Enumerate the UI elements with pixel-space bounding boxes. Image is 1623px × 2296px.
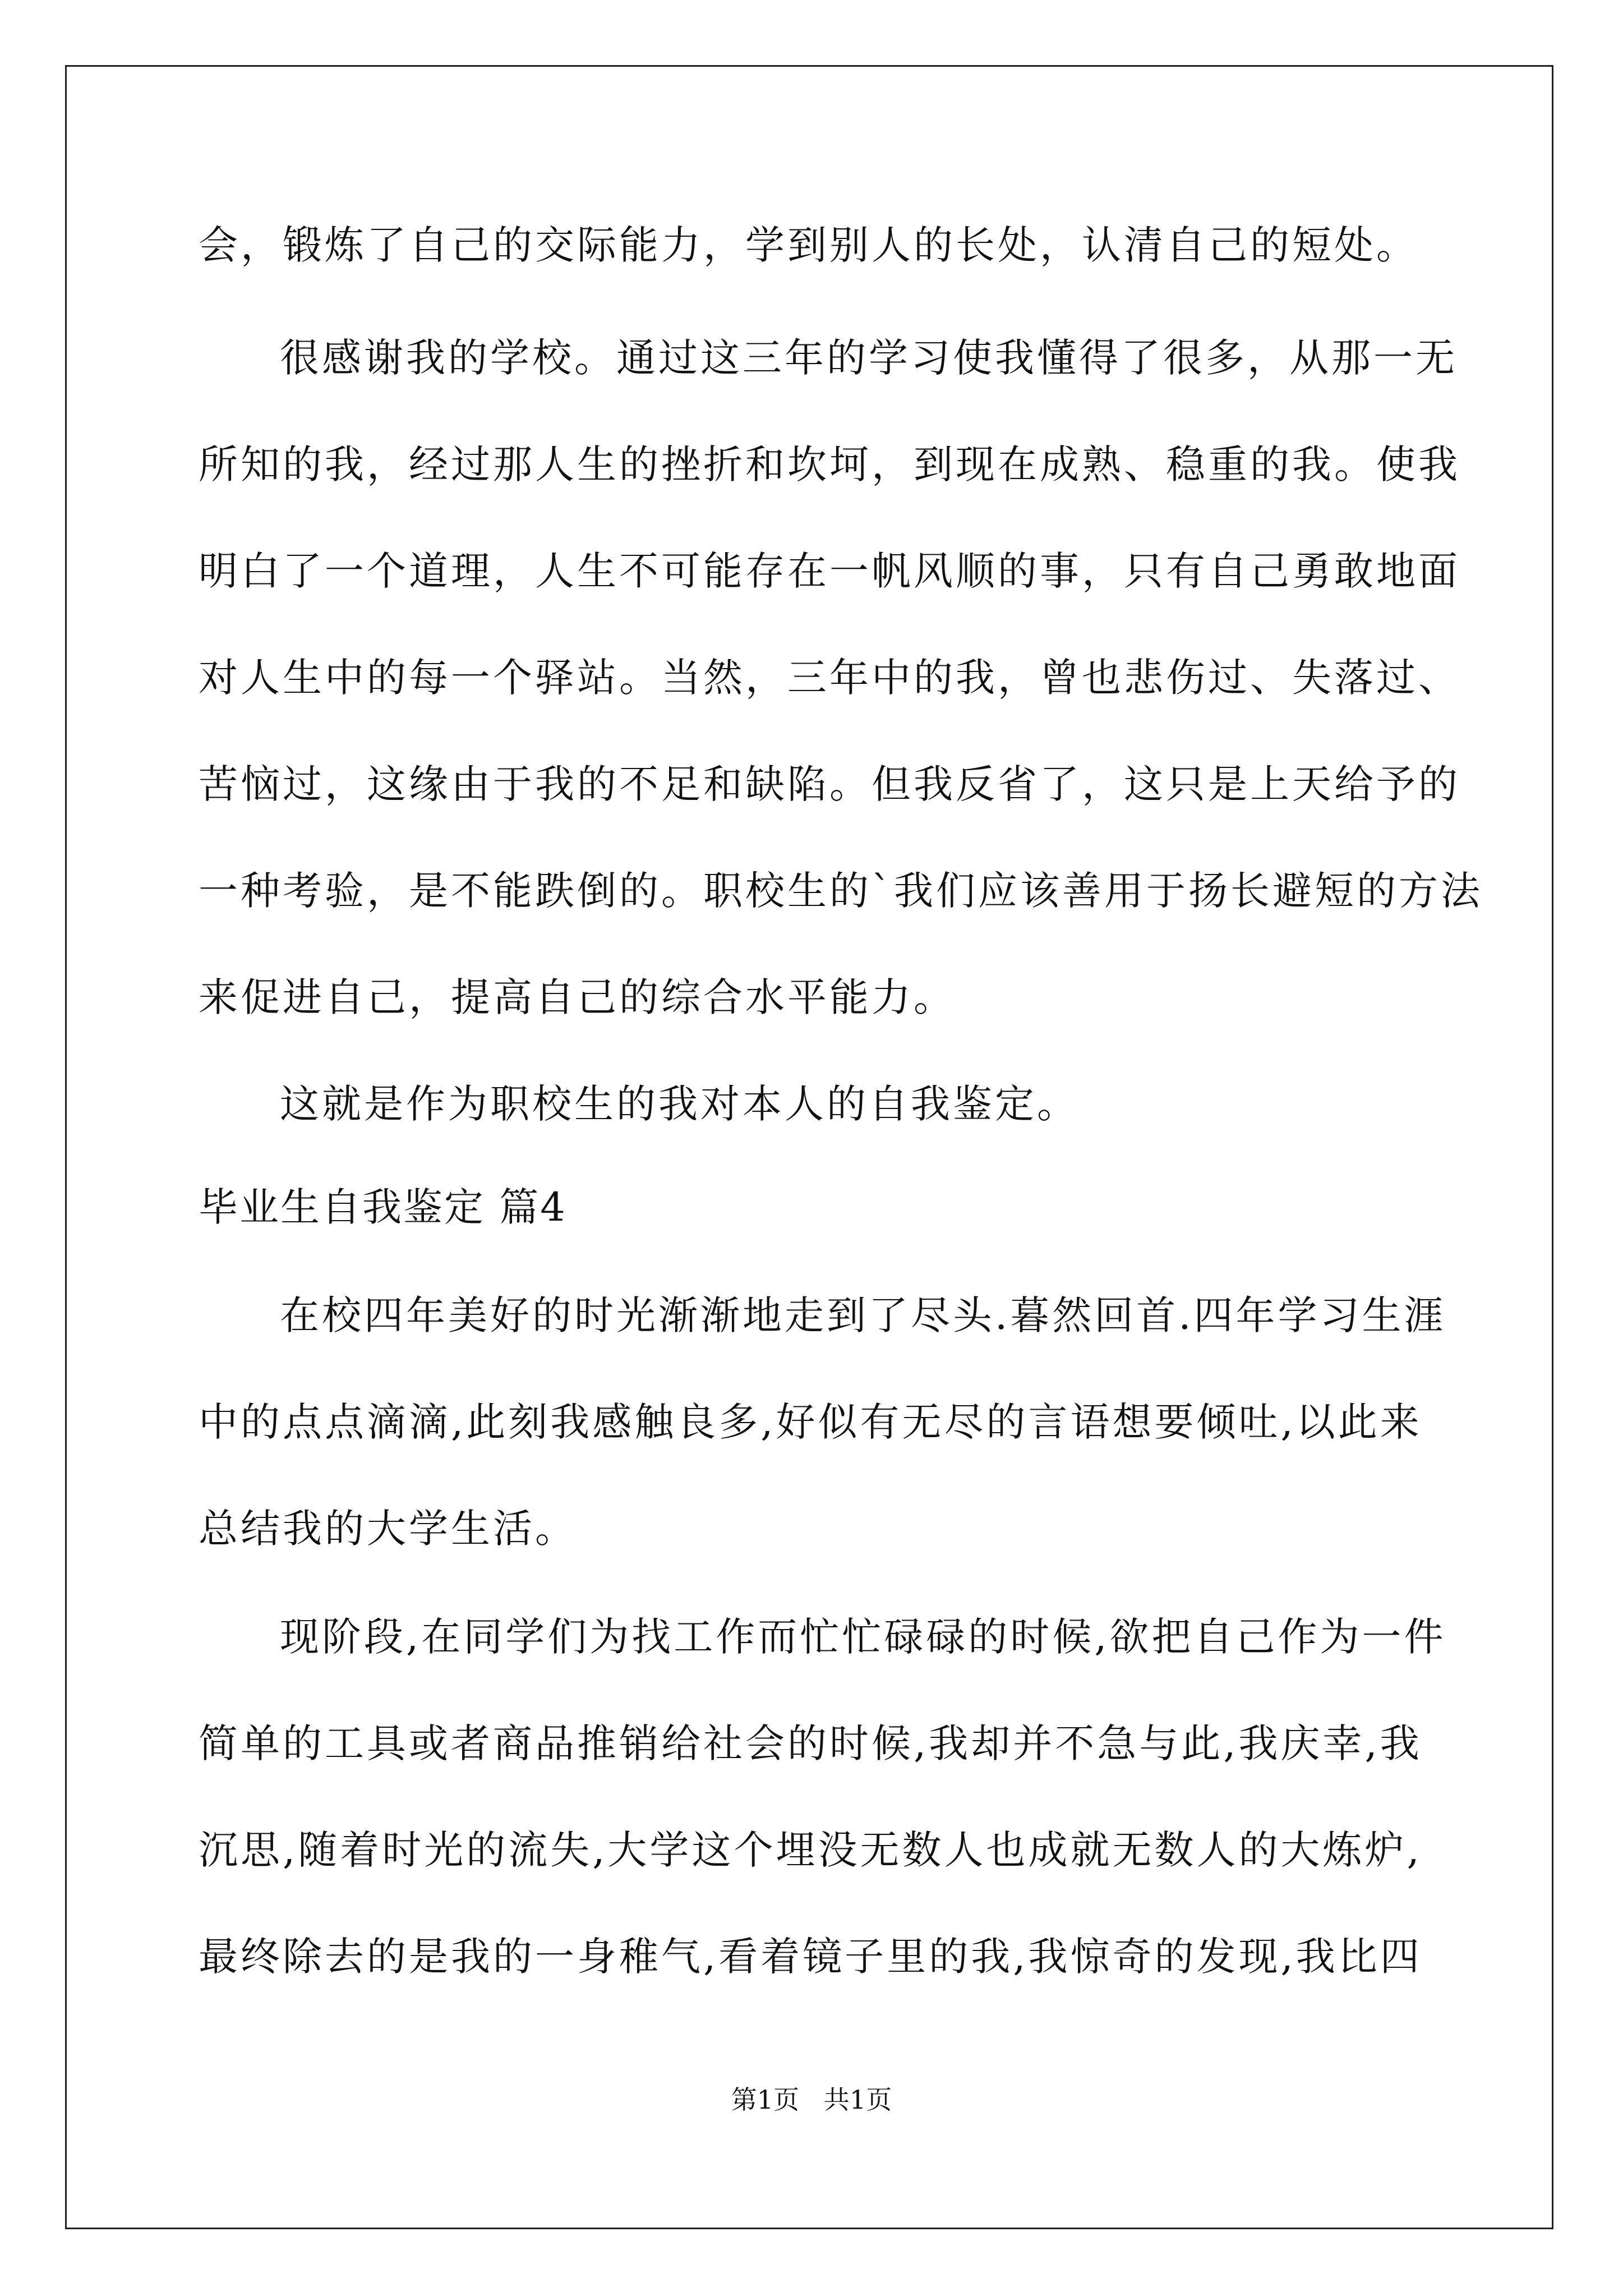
- text-line: 会，锻炼了自己的交际能力，学到别人的长处，认清自己的短处。: [199, 222, 1418, 268]
- text-line: 明白了一个道理，人生不可能存在一帆风顺的事，只有自己勇敢地面: [199, 548, 1460, 594]
- text-line: 很感谢我的学校。通过这三年的学习使我懂得了很多，从那一无: [280, 335, 1458, 381]
- text-line: 简单的工具或者商品推销给社会的时候,我却并不急与此,我庆幸,我: [199, 1720, 1422, 1766]
- text-line: 苦恼过，这缘由于我的不足和缺陷。但我反省了，这只是上天给予的: [199, 761, 1460, 807]
- text-line: 现阶段,在同学们为找工作而忙忙碌碌的时候,欲把自己作为一件: [280, 1614, 1446, 1660]
- text-line: 中的点点滴滴,此刻我感触良多,好似有无尽的言语想要倾吐,以此来: [199, 1399, 1422, 1445]
- text-line: 一种考验，是不能跌倒的。职校生的`我们应该善用于扬长避短的方法: [199, 868, 1483, 914]
- text-line: 总结我的大学生活。: [199, 1506, 577, 1552]
- text-line: 所知的我，经过那人生的挫折和坎坷，到现在成熟、稳重的我。使我: [199, 441, 1460, 487]
- text-line: 在校四年美好的时光渐渐地走到了尽头.暮然回首.四年学习生涯: [280, 1292, 1446, 1338]
- page-number-footer: 第1页 共1页: [731, 2085, 892, 2115]
- text-line: 这就是作为职校生的我对本人的自我鉴定。: [280, 1081, 1079, 1127]
- text-line: 最终除去的是我的一身稚气,看着镜子里的我,我惊奇的发现,我比四: [199, 1934, 1422, 1980]
- text-line: 来促进自己，提高自己的综合水平能力。: [199, 974, 956, 1020]
- page-border: [65, 65, 1553, 2229]
- text-line: 对人生中的每一个驿站。当然，三年中的我，曾也悲伤过、失落过、: [199, 655, 1460, 701]
- text-line: 沉思,随着时光的流失,大学这个埋没无数人也成就无数人的大炼炉,: [199, 1827, 1422, 1873]
- section-heading: 毕业生自我鉴定 篇4: [199, 1184, 567, 1230]
